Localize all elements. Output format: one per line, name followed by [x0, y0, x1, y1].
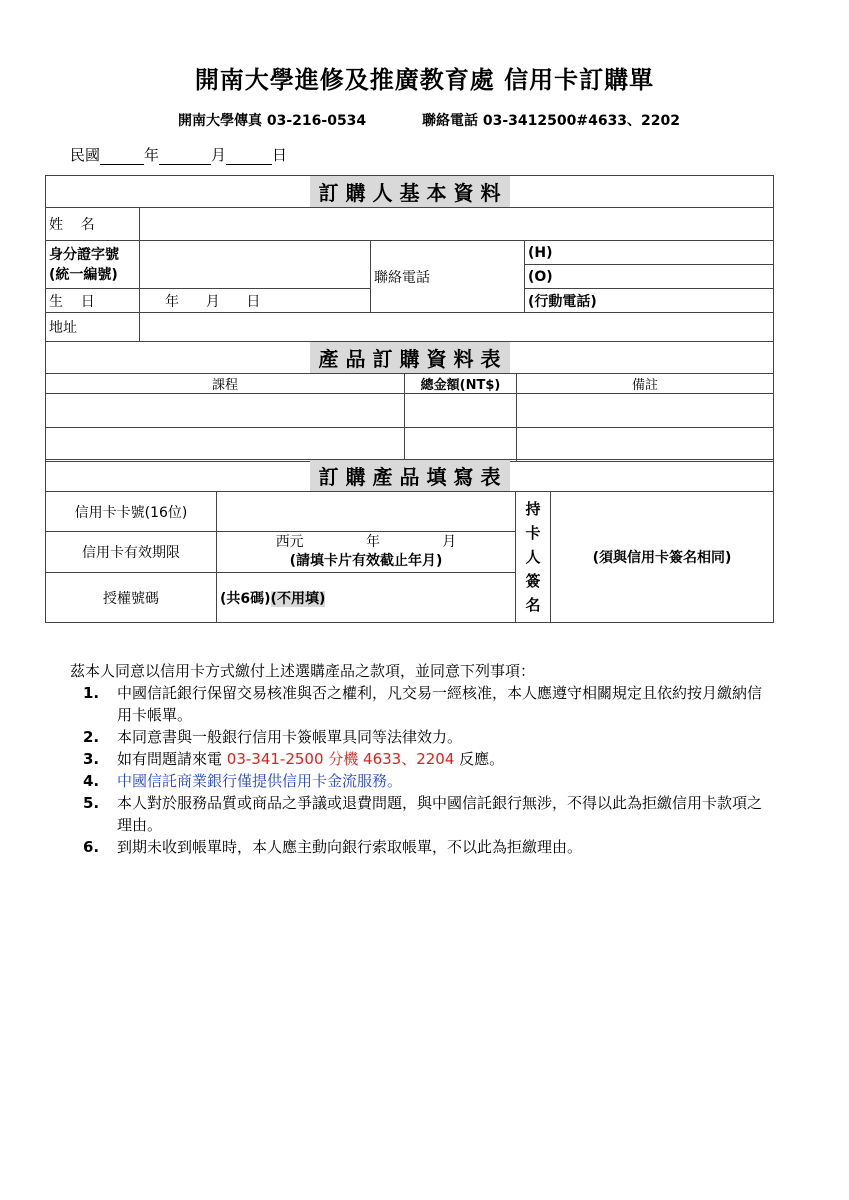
card-table: [45, 459, 774, 623]
purchaser-section-header: [46, 176, 774, 208]
term-item: [70, 792, 770, 836]
year-blank[interactable]: [100, 148, 144, 165]
sign-char: 持: [525, 500, 541, 518]
month-blank[interactable]: [159, 148, 211, 165]
date-day-label: 日: [272, 146, 288, 164]
phone-label: 聯絡電話: [422, 113, 478, 129]
card-section-header: [46, 460, 774, 492]
card-section-title: 訂購產品填寫表: [310, 460, 510, 491]
birth-label: 生 日: [46, 289, 140, 313]
expiry-label: 信用卡有效期限: [46, 532, 217, 573]
card-number-label: [46, 492, 217, 532]
purchaser-section-title: 訂購人基本資料: [310, 176, 510, 207]
terms-intro: 茲本人同意以信用卡方式繳付上述選購產品之款項，並同意下列事項：: [70, 662, 536, 680]
id-label-line2: (統一編號): [49, 266, 118, 283]
remark-header: 備註: [517, 374, 774, 394]
date-row: [70, 144, 287, 165]
name-field[interactable]: [140, 208, 774, 241]
terms-block: [70, 660, 770, 858]
term-text: 反應。: [454, 750, 505, 768]
term-number: 2.: [83, 728, 100, 746]
remark-cell[interactable]: [517, 394, 774, 428]
term-text: 本同意書與一般銀行信用卡簽帳單具同等法律效力。: [117, 728, 463, 746]
fax-info: [178, 110, 366, 130]
auth-code-length: (共6碼): [220, 590, 271, 607]
term-item: [70, 748, 770, 770]
sign-char: 名: [525, 596, 541, 614]
fax-label: 開南大學傳真: [178, 113, 262, 129]
product-section-title: 產品訂購資料表: [310, 342, 510, 373]
phone-office-field[interactable]: (O): [525, 265, 774, 289]
card-number-field[interactable]: [217, 492, 516, 532]
date-year-label: 年: [144, 146, 160, 164]
amount-cell[interactable]: [405, 394, 517, 428]
signature-note: (須與信用卡簽名相同): [592, 550, 732, 566]
product-section-header: [46, 342, 774, 374]
phone-info: [422, 110, 680, 130]
term-number: 4.: [83, 772, 100, 790]
auth-code-field[interactable]: [217, 573, 516, 623]
address-label: 地址: [46, 313, 140, 342]
sign-char: 簽: [525, 572, 541, 590]
holder-signature-label: [516, 492, 551, 623]
product-table: [45, 341, 774, 462]
term-item: [70, 682, 770, 726]
address-field[interactable]: [140, 313, 774, 342]
term-item: [70, 726, 770, 748]
term-text: 到期未收到帳單時，本人應主動向銀行索取帳單，不以此為拒繳理由。: [117, 838, 583, 856]
course-cell[interactable]: [46, 394, 405, 428]
sign-char: 人: [525, 548, 541, 566]
auth-code-label: 授權號碼: [46, 573, 217, 623]
expiry-field[interactable]: [217, 532, 516, 573]
amount-cell[interactable]: [405, 428, 517, 462]
term-phone-highlight: 03-341-2500 分機 4633、2204: [226, 750, 455, 768]
auth-code-note: (不用填): [270, 590, 326, 607]
day-blank[interactable]: [226, 148, 272, 165]
term-number: 6.: [83, 838, 100, 856]
date-month-label: 月: [211, 146, 227, 164]
expiry-year-month: 西元 年 月: [275, 534, 457, 550]
course-cell[interactable]: [46, 428, 405, 462]
holder-signature-field[interactable]: [551, 492, 774, 623]
term-text: 如有問題請來電: [117, 750, 227, 768]
term-number: 5.: [83, 794, 100, 812]
id-label: [46, 241, 140, 289]
term-number: 3.: [83, 750, 100, 768]
term-text: 本人對於服務品質或商品之爭議或退費問題，與中國信託銀行無涉，不得以此為拒繳信用卡款項之理由。: [117, 794, 763, 834]
purchaser-table: [45, 175, 774, 342]
term-bank-highlight: 中國信託商業銀行僅提供信用卡金流服務。: [117, 772, 403, 790]
card-number-label-text: 信用卡卡號(16位): [74, 504, 188, 521]
birth-field[interactable]: 年 月 日: [140, 289, 371, 313]
id-label-line1: 身分證字號: [49, 246, 119, 263]
amount-header: 總金額(NT$): [405, 374, 517, 394]
term-number: 1.: [83, 684, 100, 702]
phone-number: 03-3412500#4633、2202: [482, 113, 681, 129]
terms-list: [70, 682, 770, 858]
term-item: [70, 770, 770, 792]
date-era-label: 民國: [70, 146, 101, 164]
expiry-hint: (請填卡片有效截止年月): [289, 553, 443, 569]
name-label: 姓 名: [46, 208, 140, 241]
term-text: 中國信託銀行保留交易核准與否之權利，凡交易一經核准，本人應遵守相關規定且依約按月繳納信用卡帳單。: [117, 684, 763, 724]
remark-cell[interactable]: [517, 428, 774, 462]
phone-label-cell: 聯絡電話: [371, 241, 525, 313]
form-title: 開南大學進修及推廣教育處 信用卡訂購單: [194, 66, 655, 94]
id-field[interactable]: [140, 241, 371, 289]
course-header: 課程: [46, 374, 405, 394]
term-item: [70, 836, 770, 858]
sign-char: 卡: [525, 524, 541, 542]
phone-mobile-field[interactable]: (行動電話): [525, 289, 774, 313]
fax-number: 03-216-0534: [266, 113, 367, 129]
phone-home-field[interactable]: (H): [525, 241, 774, 265]
